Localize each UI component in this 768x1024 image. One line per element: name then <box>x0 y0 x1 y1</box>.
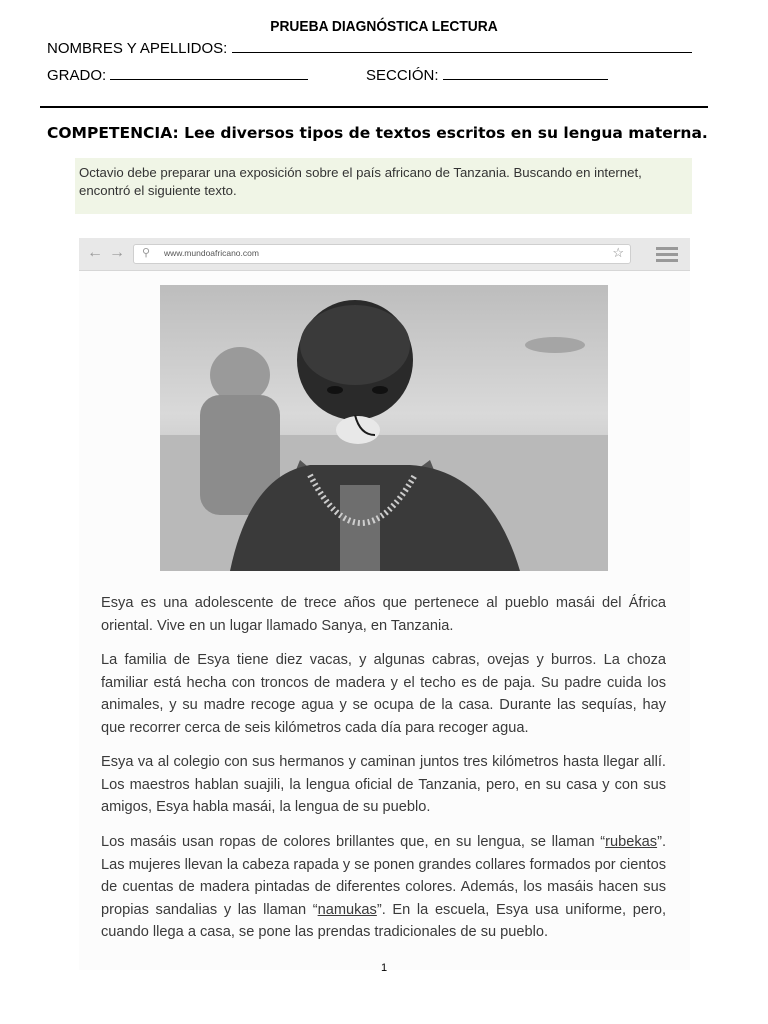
star-icon[interactable]: ☆ <box>612 245 624 260</box>
name-label: NOMBRES Y APELLIDOS: <box>47 40 228 57</box>
section-field <box>366 65 608 84</box>
p4-text-c: ”. En la escuela, Esya usa uniforme, pero, cuando llega a casa, se pone las prendas tradicionales de su pueblo. <box>101 901 666 940</box>
section-blank-line[interactable] <box>443 65 608 80</box>
name-blank-line[interactable] <box>232 38 692 53</box>
term-namukas: namukas <box>317 901 377 918</box>
p4-text-a: Los masáis usan ropas de colores brillantes que, en su lengua, se llaman “ <box>101 834 606 850</box>
grade-blank-line[interactable] <box>110 65 308 80</box>
term-rubekas: rubekas <box>605 834 658 850</box>
p4-text-b: ”. Las mujeres llevan la cabeza rapada y se ponen grandes collares formados por cientos de cuentas de madera pintadas de diferentes colores. Además, los masáis hacen sus propias sandalias y las llaman “ <box>101 834 666 918</box>
address-bar[interactable] <box>133 244 631 264</box>
article-paragraph-2: La familia de Esya tiene diez vacas, y algunas cabras, ovejas y burros. La choza familiar está hecha con troncos de madera y el techo es de paja. Su padre cuida los animales, y su madre recoge agua y se ocupa de la casa. Durante las sequías, hay que recorrer cerca de seis kilómetros cada día para recoger agua. <box>101 652 666 736</box>
grade-field <box>47 65 308 84</box>
search-icon: ⚲ <box>142 247 151 259</box>
section-label: SECCIÓN: <box>366 67 439 84</box>
name-field <box>47 38 692 57</box>
article-paragraph-1: Esya es una adolescente de trece años que pertenece al pueblo masái del África oriental. Vive en un lugar llamado Sanya, en Tanzania. <box>101 595 666 634</box>
page-number: 1 <box>380 962 388 974</box>
intro-box: Octavio debe preparar una exposición sobre el país africano de Tanzania. Buscando en internet, encontró el siguiente texto. <box>75 158 692 214</box>
back-arrow-icon[interactable]: ← <box>87 244 103 261</box>
browser-toolbar <box>79 238 690 271</box>
article-paragraph-3: Esya va al colegio con sus hermanos y caminan juntos tres kilómetros hasta llegar allí. Los maestros hablan suajili, la lengua oficial de Tanzania, pero, en su casa y con sus amigos, Esya habla masái, la lengua de su pueblo. <box>101 754 666 815</box>
url-text: www.mundoafricano.com <box>164 248 259 258</box>
header-divider <box>40 106 708 108</box>
competencia-heading: COMPETENCIA: Lee diversos tipos de textos escritos en su lengua materna. <box>47 124 708 142</box>
forward-arrow-icon[interactable]: → <box>109 244 125 261</box>
grade-label: GRADO: <box>47 67 107 84</box>
article-paragraph-4 <box>101 831 666 944</box>
menu-icon[interactable] <box>656 247 678 261</box>
article-photo <box>160 285 608 571</box>
page-title: PRUEBA DIAGNÓSTICA LECTURA <box>270 18 498 35</box>
browser-window <box>79 238 690 970</box>
